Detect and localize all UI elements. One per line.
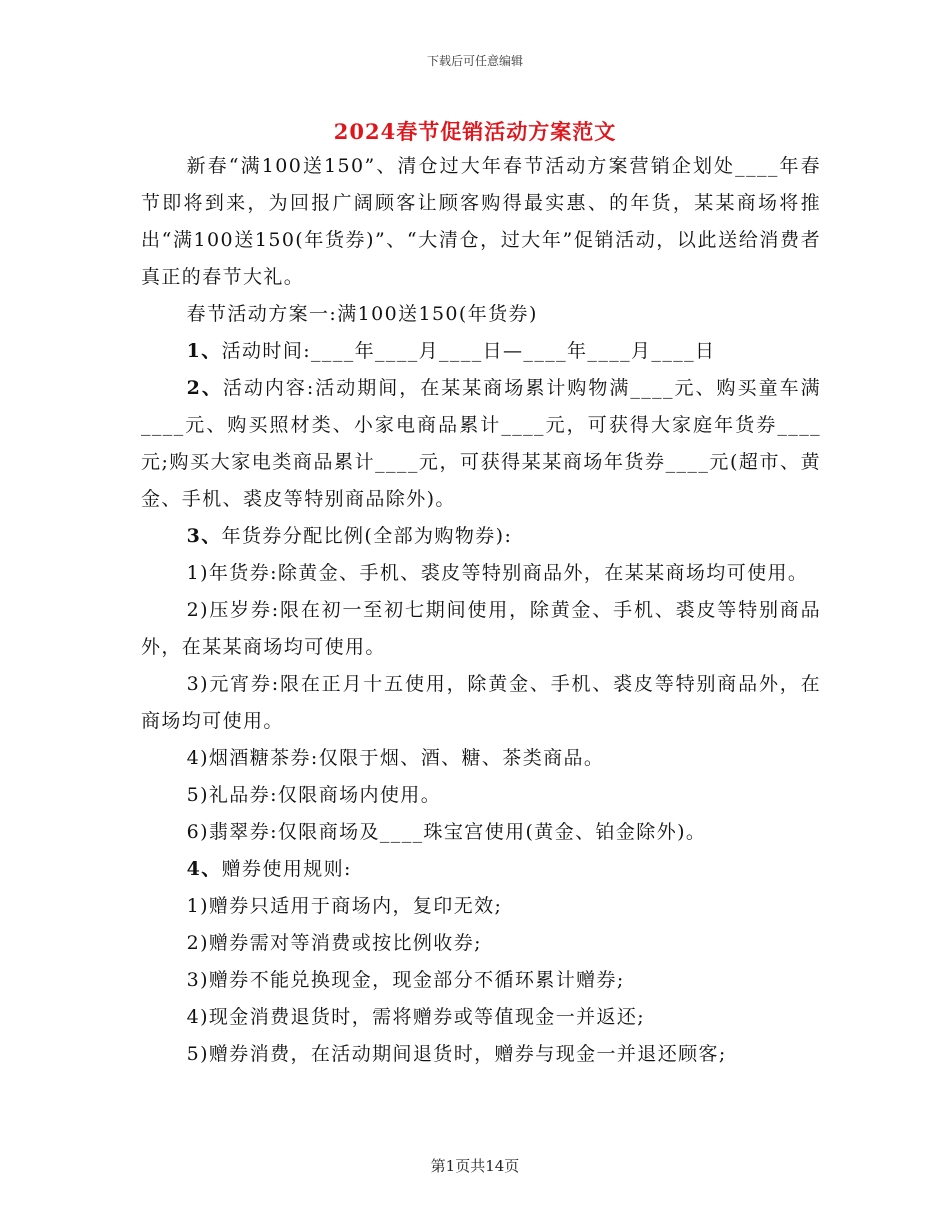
item-text: 年货券分配比例(全部为购物券):	[221, 525, 513, 547]
rule-item: 5)赠券消费，在活动期间退货时，赠券与现金一并退还顾客;	[186, 1043, 727, 1065]
coupon-item: 4)烟酒糖茶券:仅限于烟、酒、糖、茶类商品。	[186, 747, 605, 769]
item-number: 4、	[186, 858, 222, 880]
coupon-item: 1)年货券:除黄金、手机、裘皮等特别商品外，在某某商场均可使用。	[186, 562, 809, 584]
intro-paragraph: 新春“满100送150”、清仓过大年春节活动方案营销企划处____年春节即将到来，为回报广阔顾客让顾客购得最实惠、的年货，某某商场将推出“满100送150(年货券)”、“大清仓，过大年”促销活动，以此送给消费者真正的春节大礼。	[141, 155, 821, 288]
coupon-item: 6)翡翠券:仅限商场及____珠宝宫使用(黄金、铂金除外)。	[186, 821, 707, 843]
rule-item: 4)现金消费退货时，需将赠券或等值现金一并返还;	[186, 1006, 646, 1028]
page-header: 下载后可任意编辑	[426, 54, 523, 68]
item-number: 3、	[186, 525, 222, 547]
coupon-item: 2)压岁券:限在初一至初七期间使用，除黄金、手机、裘皮等特别商品外，在某某商场均可使用。	[141, 599, 821, 658]
item-text: 活动内容:活动期间，在某某商场累计购物满____元、购买童车满____元、购买照材类、小家电商品累计____元，可获得大家庭年货券____元;购买大家电类商品累计____元，可获得某某商场年货券____元(超市、黄金、手机、裘皮等特别商品除外)。	[141, 377, 821, 510]
document-body	[141, 148, 821, 1073]
rule-item: 1)赠券只适用于商场内，复印无效;	[186, 895, 503, 917]
rules-heading	[141, 851, 821, 888]
document-title: 2024春节促销活动方案范文	[333, 119, 617, 144]
coupon-item: 5)礼品券:仅限商场内使用。	[186, 784, 442, 806]
item-number: 1、	[186, 340, 222, 362]
coupon-item: 3)元宵券:限在正月十五使用，除黄金、手机、裘皮等特别商品外，在商场均可使用。	[141, 673, 821, 732]
rule-item: 2)赠券需对等消费或按比例收券;	[186, 932, 482, 954]
item-text: 赠券使用规则:	[221, 858, 352, 880]
item-coupon-ratio	[141, 518, 821, 555]
item-activity-time	[141, 333, 821, 370]
item-text: 活动时间:____年____月____日—____年____月____日	[221, 340, 716, 362]
item-number: 2、	[186, 377, 223, 399]
plan-one-heading: 春节活动方案一:满100送150(年货券)	[186, 303, 538, 325]
rule-item: 3)赠券不能兑换现金，现金部分不循环累计赠券;	[186, 969, 625, 991]
page-footer: 第1页共14页	[430, 1157, 520, 1175]
item-activity-content	[141, 370, 821, 518]
